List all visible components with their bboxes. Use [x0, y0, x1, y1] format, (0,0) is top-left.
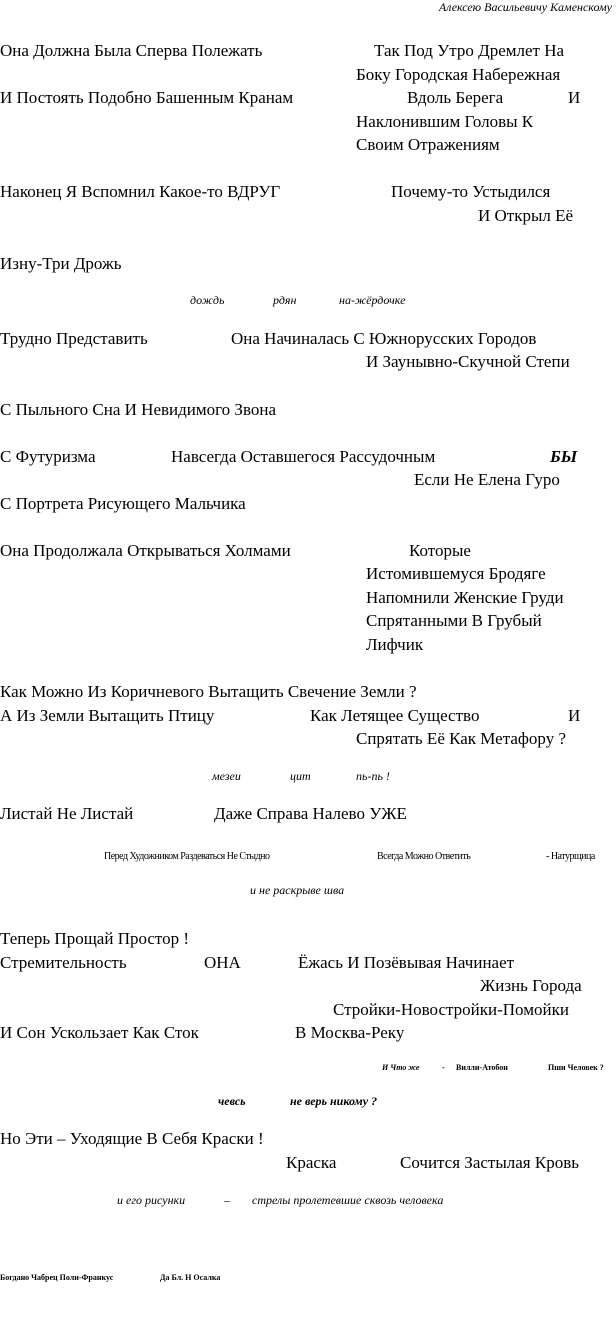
- poem-line: Лифчик: [366, 635, 424, 654]
- small-word: цит: [290, 769, 311, 783]
- poem-line: Ёжась И Позёвывая Начинает: [298, 953, 515, 972]
- poem-line: Наконец Я Вспомнил Какое-то ВДРУГ: [0, 182, 281, 201]
- poem-line: Боку Городская Набережная: [356, 65, 561, 84]
- poem-line: Которые: [409, 541, 471, 560]
- poem-line: Она Должна Была Сперва Полежать: [0, 41, 263, 60]
- small-word: дождь: [190, 293, 225, 307]
- poem-line: А Из Земли Вытащить Птицу: [0, 706, 215, 725]
- poem-line: Наклонившим Головы К: [356, 112, 534, 131]
- small-line: стрелы пролетевшие сквозь человека: [252, 1193, 444, 1207]
- small-word: рдян: [273, 293, 297, 307]
- poem-line: Навсегда Оставшегося Рассудочным: [171, 447, 436, 466]
- poem-line: Как Летящее Существо: [310, 706, 480, 725]
- poem-line: Изну-Три Дрожь: [0, 254, 122, 273]
- small-line: –: [224, 1193, 230, 1207]
- poem-line: С Пыльного Сна И Невидимого Звона: [0, 400, 277, 419]
- poem-line: И Постоять Подобно Башенным Кранам: [0, 88, 294, 107]
- poem-line: Сочится Застылая Кровь: [400, 1153, 579, 1172]
- dedication: Алексею Васильевичу Каменскому: [438, 0, 612, 14]
- small-word: чевсь: [218, 1094, 246, 1108]
- poem-line: Спрятать Её Как Метафору ?: [356, 729, 566, 748]
- small-word: на-жёрдочке: [339, 293, 406, 307]
- small-line: - Натурщица: [546, 851, 595, 862]
- poem-line: БЫ: [550, 447, 578, 466]
- poem-line: И Сон Ускользает Как Сток: [0, 1023, 199, 1042]
- poem-line: Истомившемуся Бродяге: [366, 564, 546, 583]
- poem-line: Теперь Прощай Простор !: [0, 929, 190, 948]
- poem-line: Но Эти – Уходящие В Себя Краски !: [0, 1129, 264, 1148]
- poem-line: Вдоль Берега: [407, 88, 504, 107]
- poem-line: Напомнили Женские Груди: [366, 588, 564, 607]
- small-word: не верь никому ?: [290, 1094, 378, 1108]
- small-word: пь-пь !: [356, 769, 390, 783]
- poem-line: Как Можно Из Коричневого Вытащить Свечение Земли ?: [0, 682, 417, 701]
- small-line: Перед Художником Раздеваться Не Стыдно: [104, 851, 270, 862]
- tiny-text: Пши Человек ?: [548, 1063, 604, 1072]
- small-line: и его рисунки: [117, 1193, 186, 1207]
- poem-line: Своим Отражениям: [356, 135, 500, 154]
- tiny-text: И Что же: [382, 1063, 420, 1072]
- poem-line: С Портрета Рисующего Мальчика: [0, 494, 246, 513]
- poem-line: Она Продолжала Открываться Холмами: [0, 541, 291, 560]
- poem-line: Стремительность: [0, 953, 127, 972]
- poem-line: Жизнь Города: [480, 976, 582, 995]
- tiny-signature: Да Бл. Н Осалка: [160, 1273, 221, 1282]
- small-word: мезеи: [212, 769, 241, 783]
- poem-line: Так Под Утро Дремлет На: [374, 41, 565, 60]
- poem-line: Если Не Елена Гуро: [414, 470, 560, 489]
- tiny-text: Вилли-Атобон: [456, 1063, 508, 1072]
- poem-line: И: [568, 706, 581, 725]
- poem-line: Трудно Представить: [0, 329, 148, 348]
- poem-line: Даже Справа Налево УЖЕ: [214, 804, 407, 823]
- poem-line: Спрятанными В Грубый: [366, 611, 542, 630]
- poem-line: С Футуризма: [0, 447, 96, 466]
- tiny-signature: Богдано Чабрец Поли-Франкус: [0, 1273, 114, 1282]
- poem-line: Она Начиналась С Южнорусских Городов: [231, 329, 537, 348]
- poem-line: Краска: [286, 1153, 337, 1172]
- poem-line: И: [568, 88, 581, 107]
- poem-line: В Москва-Реку: [295, 1023, 405, 1042]
- small-line: Всегда Можно Ответить: [377, 851, 471, 862]
- tiny-text: -: [442, 1063, 445, 1072]
- poem-line: Стройки-Новостройки-Помойки: [333, 1000, 569, 1019]
- poem-line: Почему-то Устыдился: [391, 182, 551, 201]
- poem-line: ОНА: [204, 953, 241, 972]
- poem-line: И Открыл Её: [478, 206, 574, 225]
- poem-line: И Заунывно-Скучной Степи: [366, 352, 570, 371]
- poem-line: Листай Не Листай: [0, 804, 134, 823]
- small-line: и не раскрыве шва: [250, 883, 345, 897]
